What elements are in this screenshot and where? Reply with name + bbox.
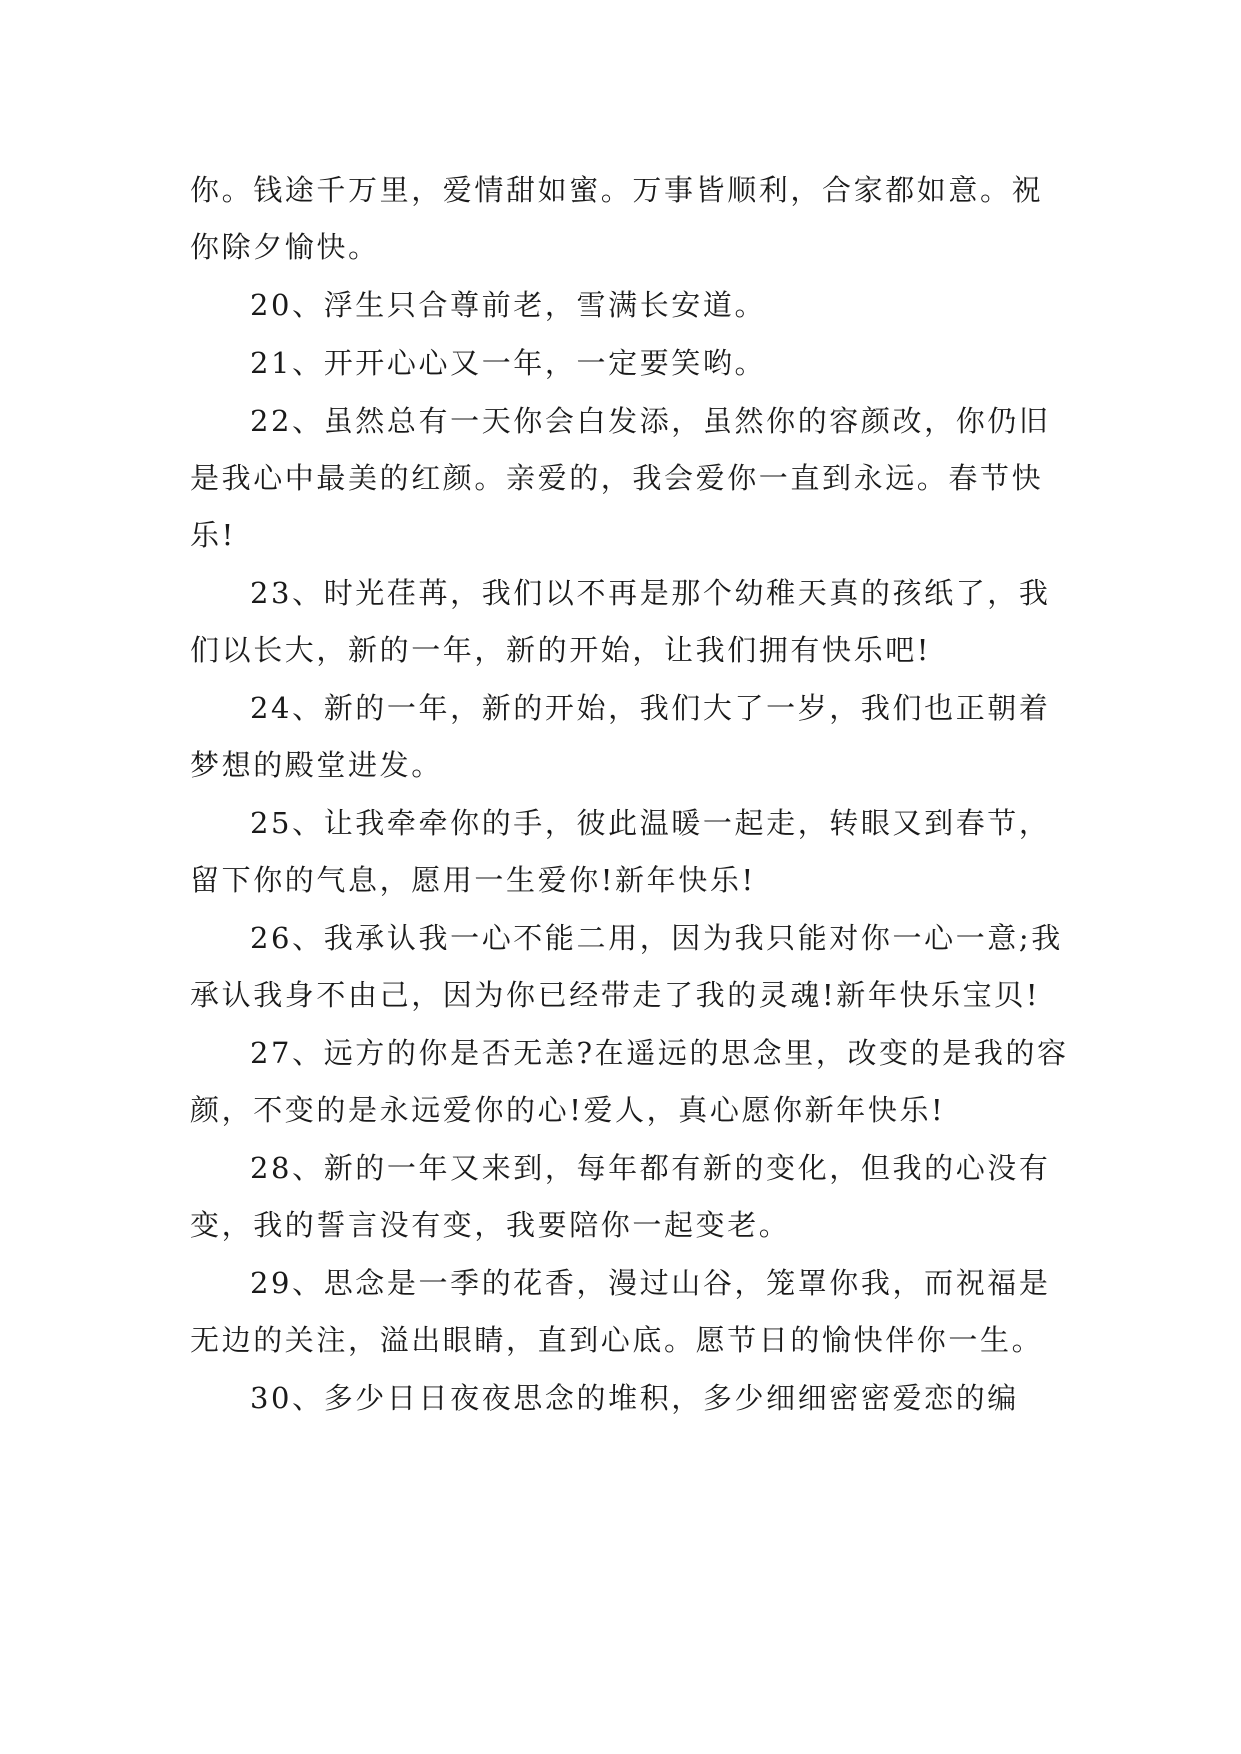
paragraph-23: 23、时光荏苒，我们以不再是那个幼稚天真的孩纸了，我们以长大，新的一年，新的开始，让我们拥有快乐吧! <box>190 576 1051 667</box>
paragraph-continued: 你。钱途千万里，爱情甜如蜜。万事皆顺利，合家都如意。祝你除夕愉快。 <box>190 173 1044 264</box>
document-body <box>190 162 1070 1428</box>
paragraph-21: 21、开开心心又一年，一定要笑哟。 <box>250 346 767 380</box>
paragraph-26: 26、我承认我一心不能二用，因为我只能对你一心一意;我承认我身不由己，因为你已经带走了我的灵魂!新年快乐宝贝! <box>190 921 1063 1012</box>
paragraph-25: 25、让我牵牵你的手，彼此温暖一起走，转眼又到春节，留下你的气息，愿用一生爱你!新年快乐! <box>190 806 1051 897</box>
paragraph-24: 24、新的一年，新的开始，我们大了一岁，我们也正朝着梦想的殿堂进发。 <box>190 691 1051 782</box>
paragraph-29: 29、思念是一季的花香，漫过山谷，笼罩你我，而祝福是无边的关注，溢出眼睛，直到心底。愿节日的愉快伴你一生。 <box>190 1266 1051 1357</box>
paragraph-30: 30、多少日日夜夜思念的堆积，多少细细密密爱恋的编 <box>250 1381 1019 1415</box>
paragraph-28: 28、新的一年又来到，每年都有新的变化，但我的心没有变，我的誓言没有变，我要陪你一起变老。 <box>190 1151 1051 1242</box>
paragraph-20: 20、浮生只合尊前老，雪满长安道。 <box>250 288 767 322</box>
paragraph-27: 27、远方的你是否无恙?在遥远的思念里，改变的是我的容颜，不变的是永远爱你的心!爱人，真心愿你新年快乐! <box>190 1036 1069 1127</box>
paragraph-22: 22、虽然总有一天你会白发添，虽然你的容颜改，你仍旧是我心中最美的红颜。亲爱的，我会爱你一直到永远。春节快乐! <box>190 404 1051 552</box>
